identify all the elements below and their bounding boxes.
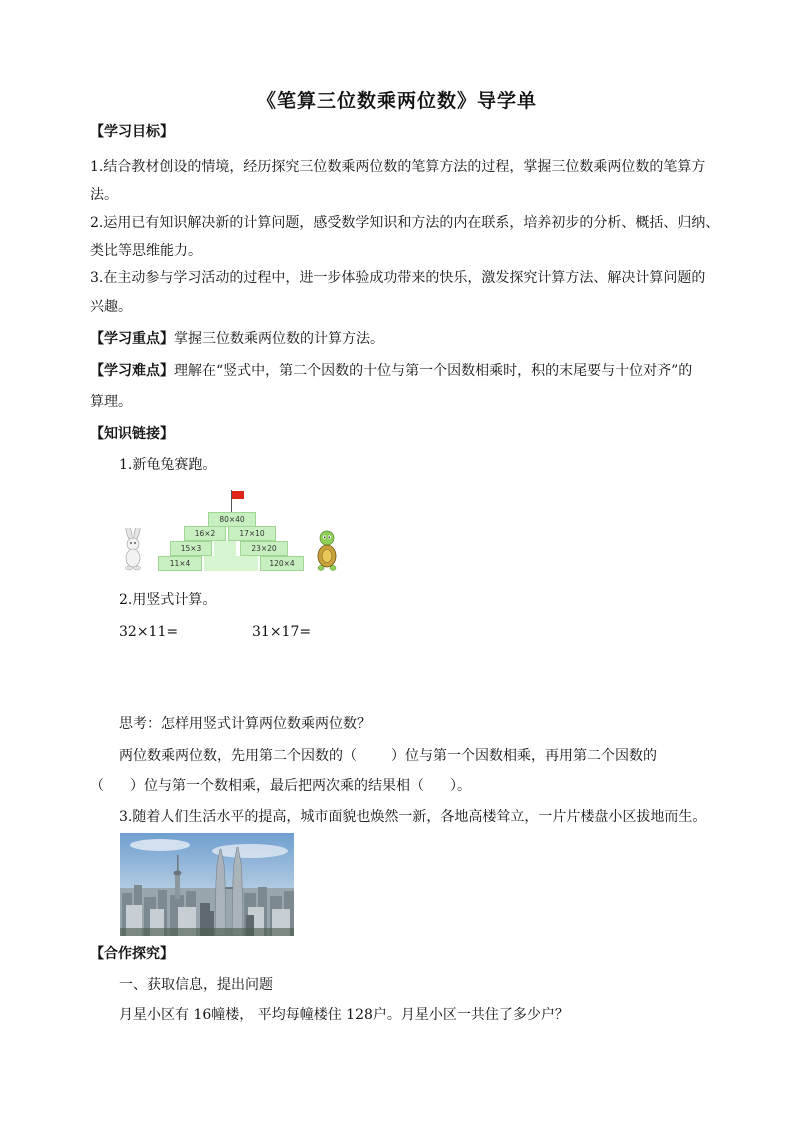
fill-line-1 [119,746,657,766]
brick-row3-right: 23×20 [240,541,288,556]
brick-fill [214,541,236,556]
brick-top: 80×40 [208,512,256,527]
brick-row4-right: 120×4 [260,556,304,571]
objective-1-line-1: 1.结合教材创设的情境，经历探究三位数乘两位数的笔算方法的过程，掌握三位数乘两位数的笔算方 [90,159,706,175]
calc-1: 32×11= [119,624,179,640]
fill-line-2-part-a: （ [90,778,104,794]
problem-text: 月星小区有 16幢楼， 平均每幢楼住 128户。月星小区一共住了多少户？ [119,1007,569,1023]
calc-2: 31×17= [252,624,312,640]
difficulty-text: 理解在“竖式中，第二个因数的十位与第一个因数相乘时，积的末尾要与十位对齐”的 [174,363,693,379]
flag-icon [232,491,244,499]
item-2: 2.用竖式计算。 [119,592,217,608]
race-illustration [118,488,346,574]
item-1: 1.新龟兔赛跑。 [119,457,217,473]
difficulty [90,361,692,381]
section-1-title: 一、获取信息，提出问题 [119,977,273,993]
brick-base-fill [204,556,258,571]
link-heading: 【知识链接】 [90,426,174,442]
brick-row2-left: 16×2 [184,526,226,541]
coop-heading: 【合作探究】 [90,946,174,962]
objective-3-line-1: 3.在主动参与学习活动的过程中，进一步体验成功带来的快乐，激发探究计算方法、解决计算问题的 [90,270,706,286]
fill-line-2-part-c: ）。 [450,778,471,794]
objective-1-line-2: 法。 [90,187,118,203]
fill-line-2 [90,776,471,796]
turtle-icon [314,530,340,572]
fill-line-2-part-b: ）位与第一个数相乘，最后把两次乘的结果相（ [130,778,424,794]
rabbit-icon [120,528,146,572]
think-question: 思考：怎样用竖式计算两位数乘两位数？ [119,716,371,732]
item-3: 3.随着人们生活水平的提高，城市面貌也焕然一新，各地高楼耸立，一片片楼盘小区拔地而生。 [119,809,707,825]
objectives-heading: 【学习目标】 [90,124,174,140]
city-skyline-image [120,833,294,936]
key-point [90,329,384,349]
key-point-label: 【学习重点】 [90,331,174,347]
fill-line-1-part-a: 两位数乘两位数，先用第二个因数的（ [119,748,357,764]
brick-row4-left: 11×4 [158,556,202,571]
key-point-text: 掌握三位数乘两位数的计算方法。 [174,331,384,347]
brick-row3-left: 15×3 [170,541,212,556]
difficulty-line-2: 算理。 [90,394,132,410]
fill-line-1-part-b: ）位与第一个因数相乘，再用第二个因数的 [391,748,657,764]
objective-2-line-2: 类比等思维能力。 [90,243,202,259]
brick-row2-right: 17×10 [228,526,276,541]
objective-2-line-1: 2.运用已有知识解决新的计算问题，感受数学知识和方法的内在联系，培养初步的分析、概括、归纳、 [90,215,720,231]
page-title: 《笔算三位数乘两位数》导学单 [256,90,537,112]
objective-3-line-2: 兴趣。 [90,299,132,315]
difficulty-label: 【学习难点】 [90,363,174,379]
